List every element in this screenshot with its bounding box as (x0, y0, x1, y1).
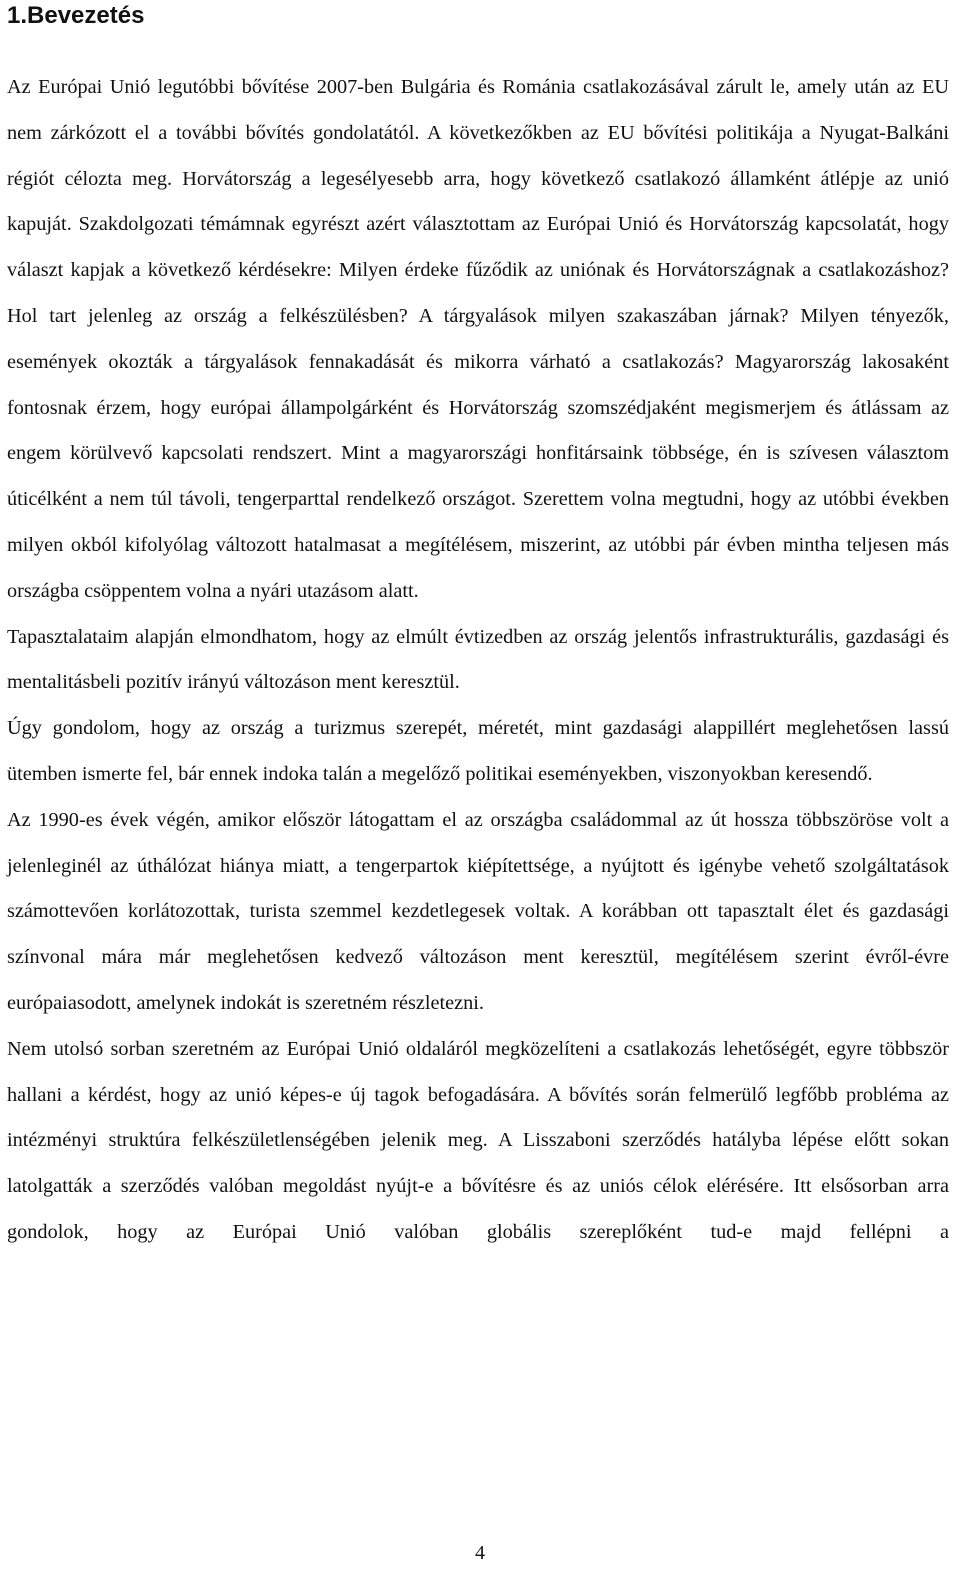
body-text (7, 65, 949, 1256)
paragraph-experience: Tapasztalataim alapján elmondhatom, hogy az elmúlt évtizedben az ország jelentős infrastrukturális, gazdasági és mentalitásbeli pozitív irányú változáson ment keresztül. (7, 625, 949, 694)
page-number: 4 (475, 1542, 485, 1564)
paragraph-tourism: Úgy gondolom, hogy az ország a turizmus szerepét, méretét, mint gazdasági alappillért meglehetősen lassú ütemben ismerte fel, bár ennek indoka talán a megelőző politikai eseményekben, viszonyokban keresendő. (7, 717, 949, 785)
paragraph-introduction: Az Európai Unió legutóbbi bővítése 2007-ben Bulgária és Románia csatlakozásával zárult le, amely után az EU nem zárkózott el a további bővítés gondolatától. A következőkben az EU bővítési politikája a Nyugat-Balkáni régiót célozta meg. Horvátország a legesélyesebb arra, hogy következő csatlakozó államként átlépje az unió kapuját. Szakdolgozati témámnak egyrészt azért választottam az Európai Unió és Horvátország kapcsolatát, hogy választ kapjak a következő kérdésekre: Milyen érdeke fűződik az uniónak és Horvátországnak a csatlakozáshoz? Hol tart jelenleg az ország a felkészülésben? A tárgyalások milyen szakaszában járnak? Milyen tényezők, események okozták a tárgyalások fennakadását és mikorra várható a csatlakozás? Magyarország lakosaként fontosnak érzem, hogy európai állampolgárként és Horvátország szomszédjaként megismerjem és átlássam az engem körülvevő kapcsolati rendszert. Mint a magyarországi honfitársaink többsége, én is szívesen választom úticélként a nem túl távoli, tengerparttal rendelkező országot. Szerettem volna megtudni, hogy az utóbbi években milyen okból kifolyólag változott hatalmasat a megítélésem, miszerint, az utóbbi pár évben mintha teljesen más országba csöppentem volna a nyári utazásom alatt. (7, 76, 949, 602)
section-heading: 1.Bevezetés (7, 2, 145, 29)
paragraph-1990s: Az 1990-es évek végén, amikor először látogattam el az országba családommal az út hossza többszöröse volt a jelenleginél az úthálózat hiánya miatt, a tengerpartok kiépítettsége, a nyújtott és igénybe vehető szolgáltatások számottevően korlátozottak, turista szemmel kezdetlegesek voltak. A korábban ott tapasztalt élet és gazdasági színvonal mára már meglehetősen kedvező változáson ment keresztül, megítélésem szerint évről-évre európaiasodott, amelynek indokát is szeretném részletezni. (7, 808, 949, 1014)
paragraph-eu-capacity: Nem utolsó sorban szeretném az Európai Unió oldaláról megközelíteni a csatlakozás lehetőségét, egyre többször hallani a kérdést, hogy az unió képes-e új tagok befogadására. A bővítés során felmerülő legfőbb probléma az intézményi struktúra felkészületlenségében jelenik meg. A Lisszaboni szerződés hatályba lépése előtt sokan latolgatták a szerződés valóban megoldást nyújt-e a bővítésre és az uniós célok elérésére. Itt elsősorban arra gondolok, hogy az Európai Unió valóban globális szereplőként tud-e majd fellépni a (7, 1037, 949, 1243)
